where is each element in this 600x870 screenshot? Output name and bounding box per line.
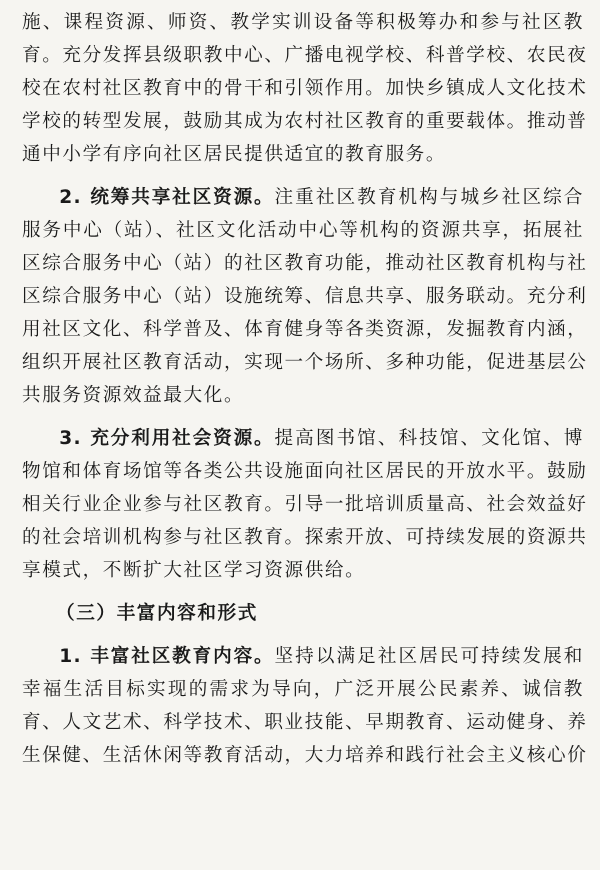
text-line: 生保健、生活休闲等教育活动，大力培养和践行社会主义核心价 <box>22 745 588 766</box>
section-heading: （三）丰富内容和形式 <box>56 603 258 624</box>
text-line: 幸福生活目标实现的需求为导向，广泛开展公民素养、诚信教 <box>22 679 584 700</box>
text-segment: 注重社区教育机构与城乡社区综合 <box>274 187 584 208</box>
text-line: 享模式，不断扩大社区学习资源供给。 <box>22 560 366 581</box>
text-line: 的社会培训机构参与社区教育。探索开放、可持续发展的资源共 <box>22 527 588 548</box>
text-line: 育、人文艺术、科学技术、职业技能、早期教育、运动健身、养 <box>22 712 588 733</box>
text-line: 区综合服务中心（站）设施统筹、信息共享、服务联动。充分利 <box>22 286 588 307</box>
text-line: 用社区文化、科学普及、体育健身等各类资源，发掘教育内涵， <box>22 319 588 340</box>
text-line: 区综合服务中心（站）的社区教育功能，推动社区教育机构与社 <box>22 253 588 274</box>
paragraph-continuation <box>22 6 588 171</box>
text-line: 相关行业企业参与社区教育。引导一批培训质量高、社会效益好 <box>22 494 588 515</box>
text-line: 施、课程资源、师资、教学实训设备等积极筹办和参与社区教 <box>22 12 584 33</box>
text-line <box>22 422 584 455</box>
paragraph-heading: 1. 丰富社区教育内容。 <box>59 646 275 667</box>
text-line: 通中小学有序向社区居民提供适宜的教育服务。 <box>22 144 447 165</box>
text-line: 共服务资源效益最大化。 <box>22 385 245 406</box>
text-line: 校在农村社区教育中的骨干和引领作用。加快乡镇成人文化技术 <box>22 78 588 99</box>
text-segment: 提高图书馆、科技馆、文化馆、博 <box>274 428 584 449</box>
text-line: 育。充分发挥县级职教中心、广播电视学校、科普学校、农民夜 <box>22 45 588 66</box>
text-line <box>22 181 584 214</box>
paragraph-share-community-resources <box>22 181 588 412</box>
paragraph-heading: 3. 充分利用社会资源。 <box>59 428 275 449</box>
text-line: 学校的转型发展，鼓励其成为农村社区教育的重要载体。推动普 <box>22 111 588 132</box>
paragraph-use-social-resources <box>22 422 588 587</box>
text-line: 服务中心（站）、社区文化活动中心等机构的资源共享，拓展社 <box>22 220 584 241</box>
text-line <box>22 640 584 673</box>
text-segment: 坚持以满足社区居民可持续发展和 <box>274 646 584 667</box>
paragraph-enrich-content <box>22 640 588 772</box>
text-line: 物馆和体育场馆等各类公共设施面向社区居民的开放水平。鼓励 <box>22 461 588 482</box>
paragraph-heading: 2. 统筹共享社区资源。 <box>59 187 275 208</box>
text-line: 组织开展社区教育活动，实现一个场所、多种功能，促进基层公 <box>22 352 588 373</box>
